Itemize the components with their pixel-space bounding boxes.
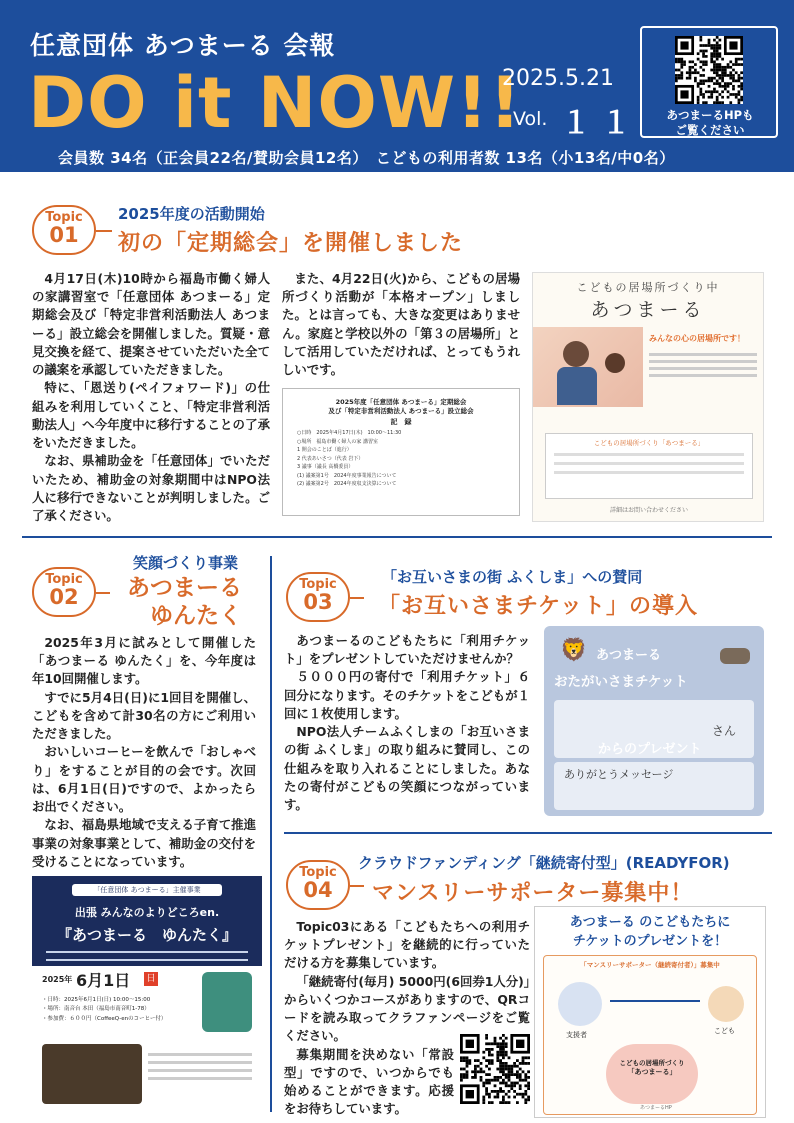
poster-tag: 「任意団体 あつまーる」主催事業 — [72, 884, 222, 896]
paragraph: 特に、「恩送り(ペイフォワード)」の仕組みを利用していくこと、「特定非営利活動法人」へ今年度中に移行することの了承をいただきました。 — [32, 380, 270, 451]
coffee-photo — [42, 1044, 142, 1104]
ticket-message: ありがとうメッセージ — [564, 768, 674, 781]
topic02-headline — [110, 575, 242, 630]
ready-title-1: あつまーる のこどもたちに — [569, 915, 731, 930]
paragraph: ５０００円の寄付で「利用チケット」６回分になります。そのチケットをこどもが１回に１枚使用します。 — [284, 669, 530, 721]
badge-connector — [96, 592, 110, 594]
column-divider — [270, 556, 272, 1112]
newsletter-name: DO it NOW!! — [28, 62, 522, 144]
topic01-badge — [32, 205, 96, 255]
paragraph: なお、県補助金を「任意団体」でいただいたため、補助金の対象期間中はNPO法人に移行できないことが判明しました。ご了承ください。 — [32, 453, 270, 524]
ticket-line-2: おたがいさまチケット — [554, 674, 688, 690]
topic01-headline: 初の「定期総会」を開催しました — [118, 231, 464, 256]
topic-word: Topic — [45, 572, 83, 587]
paragraph: 4月17日(木)10時から福島市働く婦人の家講習室で「任意団体 あつまーる」定期総会及び「特定非営利活動法人 あつまーる」設立総会を開催しました。質疑・意見交換を経て、提案させていただいた全ての議案を承認していただきました。 — [32, 271, 270, 378]
paragraph: 2025年3月に試みとして開催した「あつまーる ゆんたく」を、今年度は年10回開催します。 — [32, 635, 256, 687]
badge-connector — [350, 597, 364, 599]
doc-line: (2) 議案第2号 2024年度収支決算について — [297, 481, 397, 487]
paragraph: 「継続寄付(毎月) 5000円(6回券1人分)」からいくつかコースがありますので、QRコードを読み取ってクラファンページをご覧ください。 — [284, 973, 530, 1044]
ticket-san: さん — [712, 724, 737, 738]
badge-connector — [350, 885, 364, 887]
vol-label: Vol. — [513, 108, 548, 130]
cup-photo — [202, 972, 252, 1032]
topic02-body — [32, 634, 256, 871]
hp-caption-line-2: ご覧ください — [675, 122, 745, 137]
doc-title-2: 及び「特定非営利活動法人 あつまーる」設立総会 — [328, 407, 474, 415]
topic01-subtitle: 2025年度の活動開始 — [118, 205, 265, 223]
topic-word: Topic — [45, 210, 83, 225]
poster-day: 日 — [144, 972, 158, 986]
doc-line: 3 議事（議長 高橋委員） — [297, 464, 354, 470]
otagaisama-ticket-image — [544, 626, 764, 816]
doc-line: 2 代表あいさつ（代表 岩下） — [297, 455, 364, 462]
topic01-body-col1 — [32, 270, 270, 525]
ready-box-title: 「マンスリーサポーター（継続寄付者）」募集中 — [580, 961, 720, 969]
paragraph: あつまーるのこどもたちに「利用チケット」をプレゼントしていただけませんか？ — [284, 633, 530, 667]
headline-line-1: あつまーる — [127, 575, 242, 601]
lion-icon: 🦁 — [560, 638, 588, 663]
poster-line: ・日時：2025年6月1日(日) 10:00～15:00 — [42, 997, 151, 1003]
ready-center-2: 「あつまーる」 — [627, 1068, 677, 1076]
headline-line-2: ゆんたく — [150, 602, 242, 629]
flyer-footer: 詳細はお問い合わせください — [609, 507, 688, 514]
topic-word: Topic — [299, 577, 337, 592]
supporter-icon — [558, 982, 602, 1026]
meeting-record-image — [282, 388, 520, 516]
poster-year: 2025年 — [42, 975, 73, 984]
topic-number: 02 — [49, 585, 79, 609]
flyer-box-title: こどもの居場所づくり「あつまーる」 — [593, 439, 705, 447]
topic-number: 01 — [49, 223, 79, 247]
ready-supporter: 支援者 — [566, 1031, 587, 1039]
topic03-subtitle: 「お互いさまの街 ふくしま」への賛同 — [382, 568, 643, 586]
ticket-from: からのプレゼント — [598, 742, 702, 757]
qr-code-icon — [675, 36, 743, 104]
poster-line: ・参加費：６００円（CoffeeQ-enのコーヒー付） — [42, 1015, 167, 1022]
topic04-badge — [286, 860, 350, 910]
doc-title-1: 2025年度「任意団体 あつまーる」定期総会 — [335, 398, 467, 406]
readyfor-qr-code[interactable] — [460, 1034, 530, 1104]
flyer-name: あつまーる — [590, 299, 706, 321]
paragraph: なお、福島県地域で支える子育て推進事業の対象事業として、補助金の交付を受けることになっています。 — [32, 817, 256, 869]
hp-caption — [648, 108, 772, 138]
vol-number: １１ — [561, 106, 641, 141]
badge-connector — [96, 230, 112, 232]
ibasho-flyer-image — [532, 272, 764, 522]
poster-sub: 出張 みんなのよりどころen. — [74, 906, 220, 919]
org-title: 任意団体 あつまーる 会報 — [30, 31, 336, 60]
paragraph: 募集期間を決めない「常設型」ですので、いつからでも始めることができます。応援をお待ちしています。 — [284, 1046, 454, 1117]
hp-caption-line-1: あつまーるHPも — [666, 108, 754, 122]
child-icon — [708, 986, 744, 1022]
doc-line: ○場所 福島市働く婦人の家 講習室 — [297, 438, 378, 445]
poster-line: ・場所：南音台 本田（福島市南音町1-78） — [42, 1006, 150, 1013]
ready-title-2: チケットのプレゼントを！ — [572, 934, 728, 949]
topic04-subtitle: クラウドファンディング「継続寄付型」(READYFOR) — [358, 854, 730, 872]
paragraph: すでに5月4日(日)に1回目を開催し、こどもを含めて計30名の方にご利用いただきました。 — [32, 689, 256, 742]
doc-title-3: 記 録 — [390, 418, 412, 426]
poster-date: 6月1日 — [76, 971, 131, 990]
ready-child: こども — [714, 1027, 735, 1035]
monthly-supporter-image — [534, 906, 766, 1118]
doc-line: 1 開会のことば（進行） — [297, 447, 352, 453]
paragraph: また、4月22日(火)から、こどもの居場所づくり活動が「本格オープン」しました。とは言っても、大きな変更はありません。家庭と学校以外の「第３の居場所」として活用していただければ、とってもうれしいです。 — [282, 271, 520, 378]
doc-line: ○日時 2025年4月17日(木) 10:00～11:30 — [297, 430, 402, 436]
topic03-body — [284, 632, 530, 814]
topic03-headline: 「お互いさまチケット」の導入 — [378, 594, 699, 619]
topic03-badge — [286, 572, 350, 622]
member-stats: 会員数 34名（正会員22名/賛助会員12名） こどもの利用者数 13名（小13名/中0名） — [58, 149, 675, 167]
ticket-line-1: あつまーる — [596, 648, 662, 663]
topic02-subtitle: 笑顔づくり事業 — [132, 554, 238, 572]
doc-line: (1) 議案第1号 2024年度事業報告について — [297, 472, 397, 479]
topic-word: Topic — [299, 865, 337, 880]
animals-icon — [720, 648, 750, 664]
paragraph: Topic03にある「こどもたちへの利用チケットプレゼント」を継続的に行っていただける方を募集しています。 — [284, 919, 530, 971]
topic04-headline: マンスリーサポーター募集中！ — [372, 881, 694, 906]
topic-number: 04 — [303, 878, 333, 902]
children-photo — [533, 327, 643, 407]
poster-title: 『あつまーる ゆんたく』 — [56, 926, 237, 944]
yuntaku-poster-image — [32, 876, 262, 1110]
ready-center-1: こどもの居場所づくり — [619, 1059, 685, 1067]
ready-footer: あつまーるHP — [640, 1105, 672, 1111]
section-divider — [284, 832, 772, 834]
issue-date: 2025.5.21 — [502, 66, 614, 91]
flyer-tagline: みんなの心の居場所です！ — [649, 334, 745, 343]
hp-qr-code[interactable] — [675, 36, 743, 104]
topic02-badge — [32, 567, 96, 617]
section-divider — [22, 536, 772, 538]
topic-number: 03 — [303, 590, 333, 614]
flyer-heading: こどもの居場所づくり中 — [576, 281, 720, 294]
paragraph: おいしいコーヒーを飲んで「おしゃべり」をすることが目的の会です。次回は、6月1日(日)ですので、よかったらお出でください。 — [32, 744, 256, 815]
paragraph: NPO法人チームふくしまの「お互いさまの街 ふくしま」の取り組みに賛同し、この仕組みを取り入れることにしました。あなたの寄付がこどもの笑顔につながっています。 — [284, 724, 530, 813]
qr-code-icon — [460, 1034, 530, 1104]
topic01-body-col2 — [282, 270, 520, 379]
